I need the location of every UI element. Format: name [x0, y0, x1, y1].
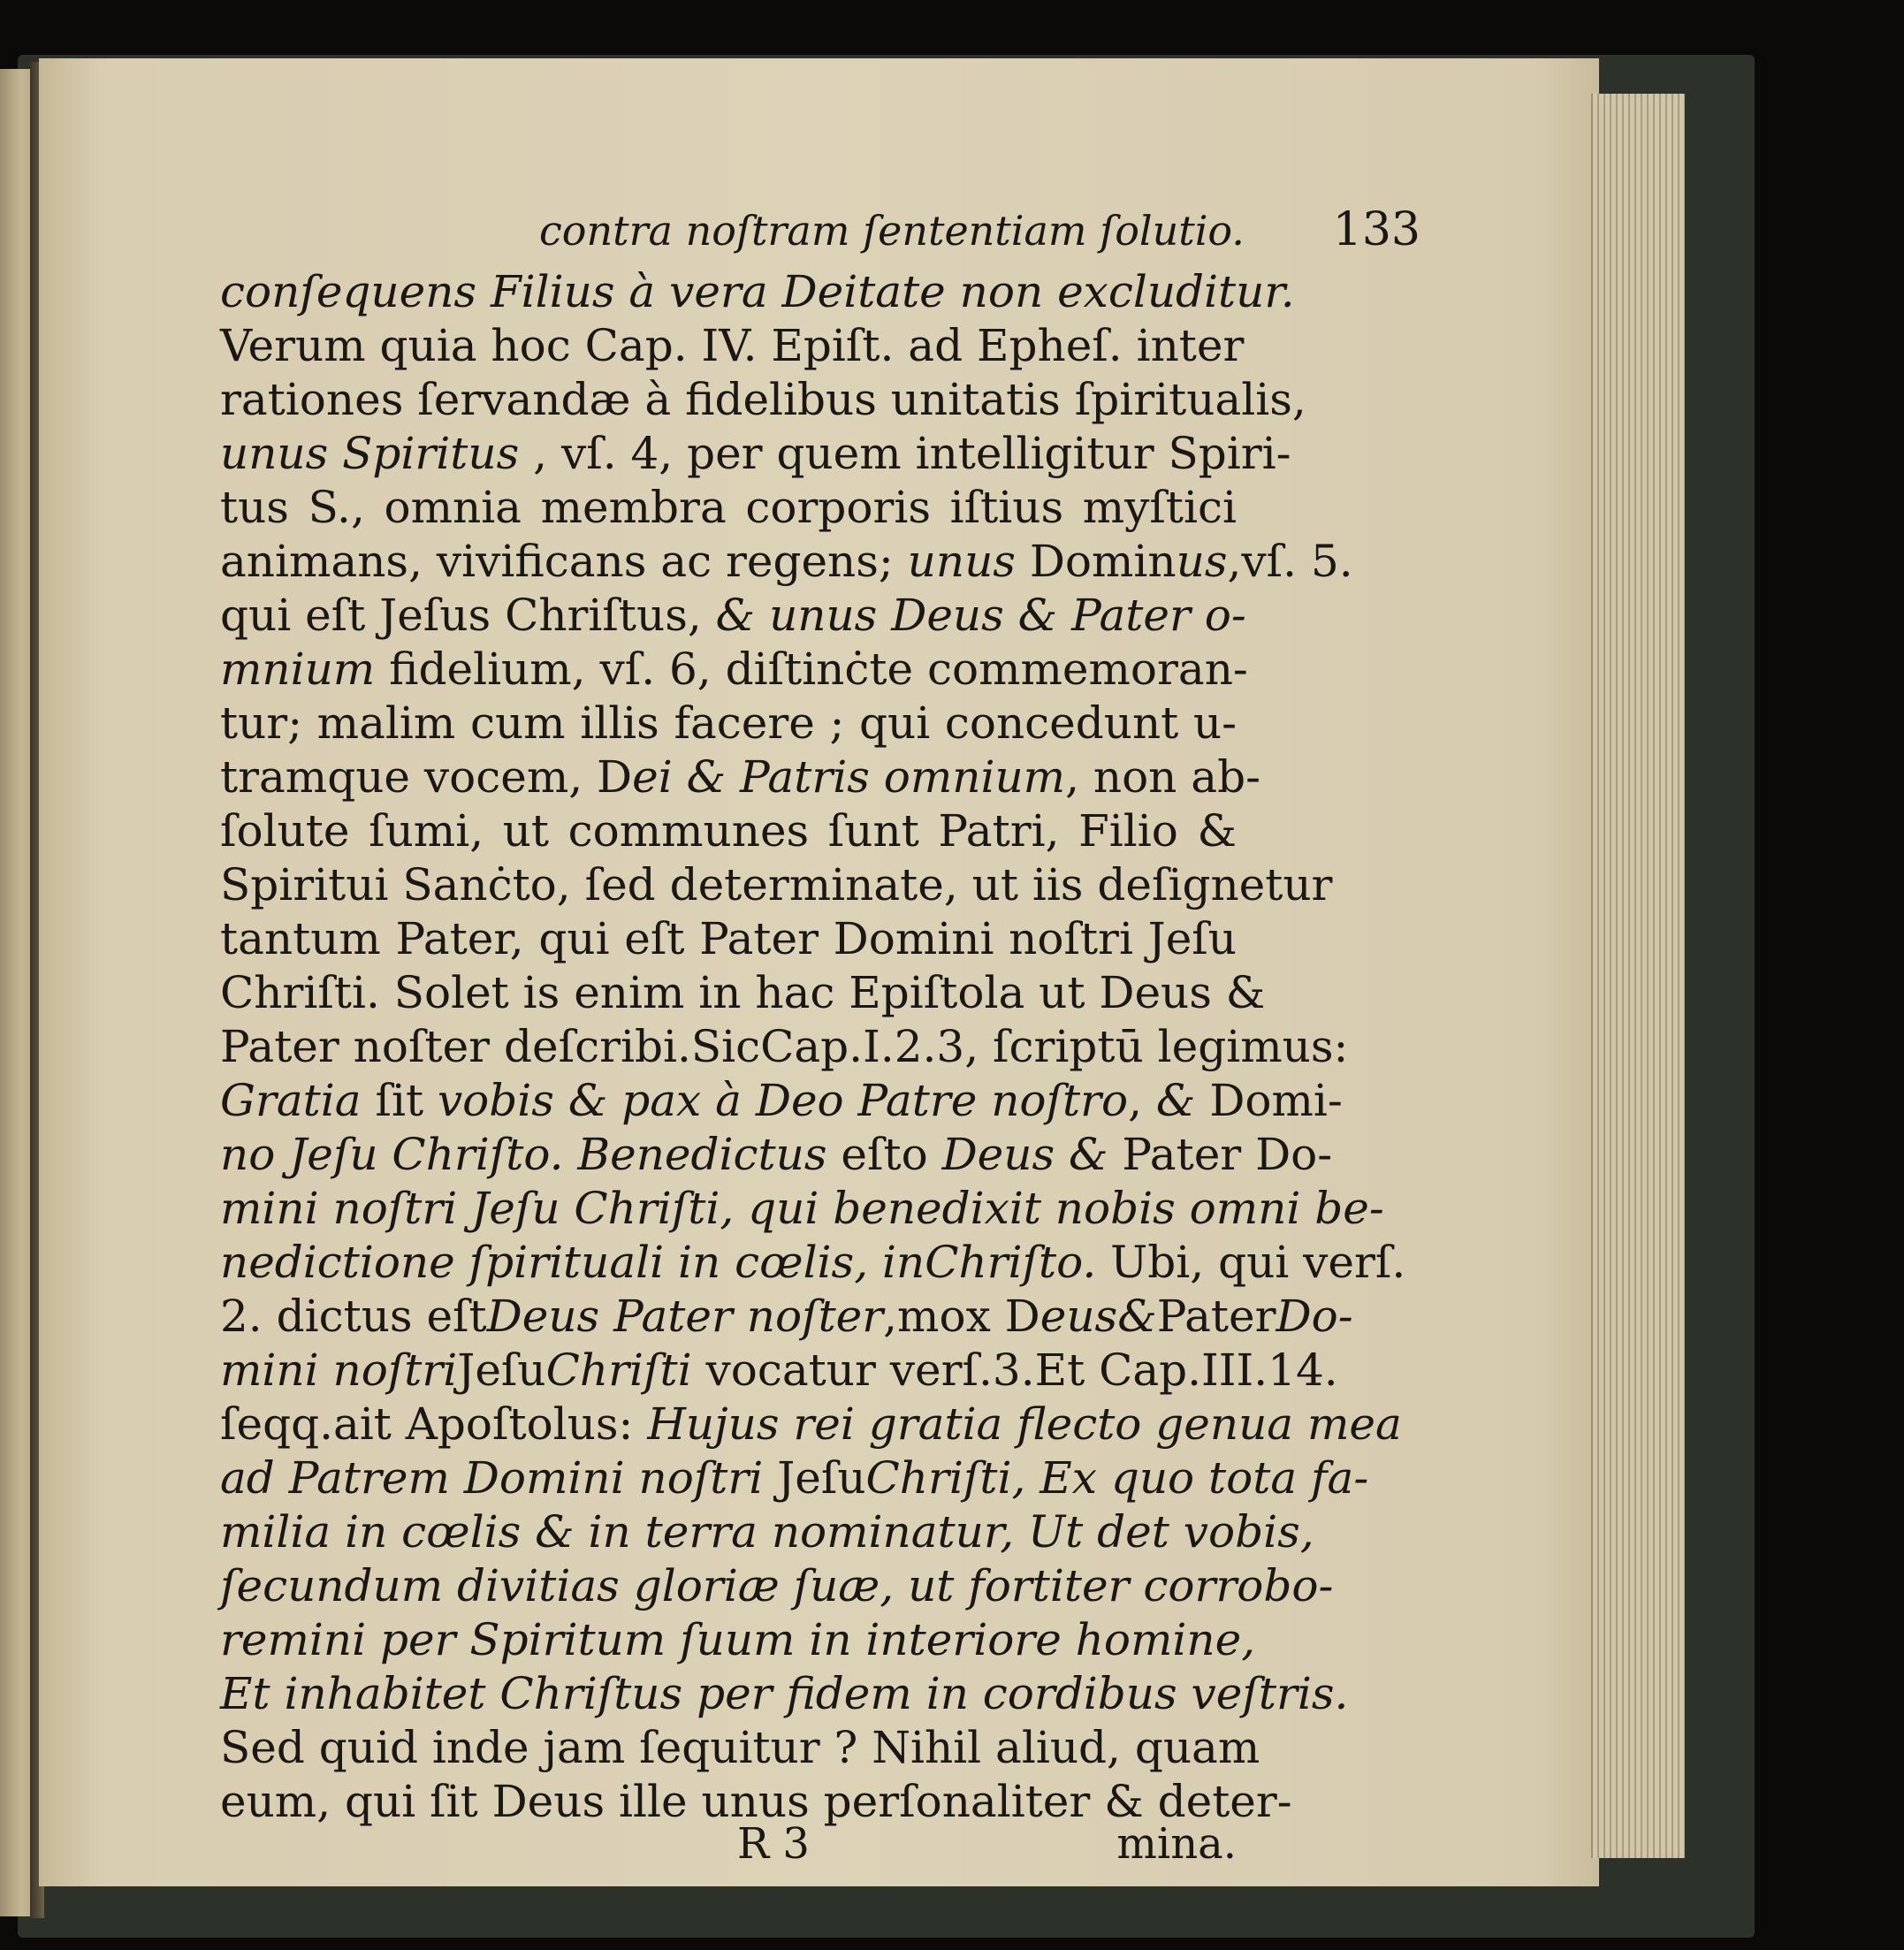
text-run: conſequens Filius à vera Deitate non excluditur. [220, 266, 1295, 317]
text-run: Chriſti. Solet is enim in hac Epiſtola ut Deus & [220, 967, 1266, 1018]
text-run: , non ab- [1065, 751, 1260, 803]
signature-mark: R 3 [737, 1819, 810, 1869]
text-line [220, 912, 1237, 966]
text-run: Pater noſter deſcribi.SicCap.I.2.3, ſcriptū legimus: [220, 1021, 1349, 1072]
text-run: qui eſt Jeſus Chriſtus, [220, 590, 716, 641]
text-run: ,mox D [883, 1291, 1040, 1342]
text-run: unus Spiritus [220, 428, 520, 479]
text-line [220, 319, 1245, 373]
text-line [220, 858, 1333, 912]
text-line [220, 697, 1237, 750]
text-line [220, 1559, 1334, 1613]
text-run: rationes ſervandæ à fidelibus unitatis ſpiritualis, [220, 374, 1306, 425]
text-run: vobis & pax à Deo Patre noſtro [437, 1075, 1129, 1126]
text-run: vocatur verſ.3.Et Cap.III.14. [691, 1344, 1338, 1396]
text-run: Domi- [1195, 1075, 1343, 1126]
text-run: Do- [1276, 1291, 1353, 1342]
text-run: & [1155, 1075, 1196, 1126]
text-line [220, 427, 1291, 481]
book-page [39, 58, 1599, 1886]
text-run: ,vſ. 5. [1227, 536, 1353, 587]
text-run: tramque vocem, D [220, 751, 633, 803]
text-run: Gratia [220, 1075, 362, 1126]
text-line [220, 481, 1237, 535]
text-line [220, 373, 1306, 427]
text-line [220, 589, 1246, 643]
body-text [220, 265, 1406, 1829]
text-run: mnium [220, 644, 376, 695]
text-line [220, 1236, 1406, 1290]
text-run: ei & Patris omnium [632, 751, 1066, 803]
text-run: eſto [826, 1129, 942, 1180]
text-line [220, 1613, 1256, 1667]
text-run: Pater [1156, 1291, 1276, 1342]
text-run: Et inhabitet Chriſtus per fidem in cordibus veſtris. [220, 1668, 1349, 1719]
text-run: remini per Spiritum ſuum in interiore homine, [220, 1614, 1256, 1665]
text-run: Jeſu [457, 1344, 546, 1396]
text-line [220, 1505, 1314, 1559]
page-stack-edges [1591, 94, 1685, 1858]
text-line [220, 1128, 1333, 1182]
text-run: mini noſtri [220, 1344, 458, 1396]
running-title: contra noſtram ſententiam ſolutio. [539, 207, 1245, 255]
text-line [220, 804, 1237, 858]
text-run: no Jeſu Chriſto. Benedictus [220, 1129, 827, 1180]
text-line [220, 265, 1295, 319]
text-run: tus S., omnia membra corporis iſtius myſtici [220, 482, 1237, 533]
text-run: Sed quid inde jam ſequitur ? Nihil aliud, quam [220, 1722, 1260, 1773]
text-run: Verum quia hoc Cap. IV. Epiſt. ad Epheſ. inter [220, 320, 1245, 371]
text-line [220, 1398, 1402, 1451]
text-line [220, 1667, 1349, 1721]
text-run: tur; malim cum illis facere ; qui concedunt u- [220, 697, 1237, 749]
text-line [220, 1182, 1384, 1236]
page-footer [220, 1816, 1237, 1872]
text-line [220, 1290, 1353, 1344]
text-run: animans, vivificans ac regens; [220, 536, 908, 587]
text-run: ad Patrem Domini noſtri [220, 1452, 778, 1504]
text-line [220, 966, 1266, 1020]
text-line [220, 643, 1248, 697]
text-run: us [1176, 536, 1228, 587]
text-run: mini noſtri Jeſu Chriſti, qui benedixit nobis omni be- [220, 1183, 1384, 1234]
text-run: Chriſti [545, 1344, 692, 1396]
text-run: unus [907, 536, 1016, 587]
text-line [220, 1020, 1349, 1074]
text-run: Chriſti, Ex quo tota fa- [865, 1452, 1369, 1504]
text-run: milia in cœlis & in terra nominatur, Ut det vobis, [220, 1506, 1314, 1558]
text-run: Domin [1015, 536, 1177, 587]
running-head [358, 203, 1420, 263]
text-run: Ubi, qui verſ. [1096, 1237, 1406, 1288]
text-run: nedictione ſpirituali in cœlis, inChriſto. [220, 1237, 1097, 1288]
text-line [220, 1074, 1343, 1128]
text-run: ſecundum divitias gloriæ ſuæ, ut fortiter corrobo- [220, 1560, 1334, 1611]
text-run: eum, qui ſit Deus ille unus perſonaliter & deter- [220, 1776, 1292, 1827]
text-run: Deus Pater noſter [486, 1291, 884, 1342]
text-run: tantum Pater, qui eſt Pater Domini noſtri Jeſu [220, 913, 1237, 964]
text-run: 2. dictus eſt [220, 1291, 487, 1342]
text-line [220, 1344, 1338, 1398]
text-run: Hujus rei gratia flecto genua mea [647, 1398, 1402, 1450]
text-line [220, 1721, 1260, 1775]
text-run: , vſ. 4, per quem intelligitur Spiri- [519, 428, 1291, 479]
catchword: mina. [1116, 1819, 1237, 1869]
text-run: ſolute ſumi, ut communes ſunt Patri, Filio & [220, 805, 1237, 857]
text-run: Spiritui Sanċto, ſed determinate, ut iis deſignetur [220, 859, 1333, 910]
text-run: ſeqq.ait Apoſtolus: [220, 1398, 648, 1450]
text-run: Pater Do- [1108, 1129, 1333, 1180]
page-number: 133 [1332, 203, 1420, 256]
text-run: & unus Deus & Pater o- [715, 590, 1246, 641]
text-line [220, 750, 1260, 804]
text-run: fidelium, vſ. 6, diſtinċte commemoran- [375, 644, 1248, 695]
text-run: , [1128, 1075, 1156, 1126]
text-line [220, 1451, 1369, 1505]
text-run: ſit [361, 1075, 438, 1126]
text-run: Jeſu [777, 1452, 866, 1504]
text-run: Deus & [941, 1129, 1108, 1180]
text-run: eus& [1040, 1291, 1157, 1342]
text-line [220, 535, 1353, 589]
